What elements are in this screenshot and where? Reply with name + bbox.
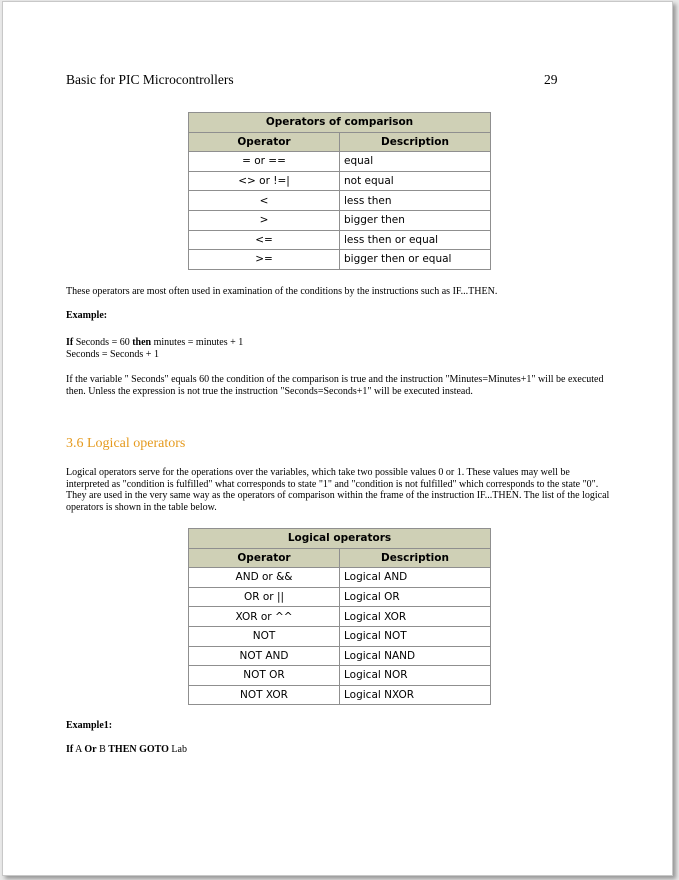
example-code-line-2: Seconds = Seconds + 1 <box>66 348 159 360</box>
description-cell: bigger then <box>340 210 491 230</box>
description-cell: Logical NOT <box>340 626 491 646</box>
operator-cell: NOT XOR <box>189 685 340 705</box>
comparison-operators-table <box>188 112 491 270</box>
description-cell: less then or equal <box>340 230 491 250</box>
page-number: 29 <box>544 72 558 87</box>
page-header-title: Basic for PIC Microcontrollers <box>66 72 234 87</box>
table-header-row <box>189 548 491 568</box>
table-row <box>189 250 491 270</box>
operator-cell: = or == <box>189 152 340 172</box>
example-label: Example: <box>66 310 108 321</box>
operator-cell: NOT <box>189 626 340 646</box>
code-operand-b: B <box>96 744 109 755</box>
table-row <box>189 191 491 211</box>
table-row <box>189 607 491 627</box>
table-row <box>189 685 491 705</box>
table-row <box>189 568 491 588</box>
table-row <box>189 210 491 230</box>
operator-cell: > <box>189 210 340 230</box>
keyword-or: Or <box>84 744 97 755</box>
table-row <box>189 171 491 191</box>
example1-code <box>66 744 187 756</box>
description-cell: Logical NAND <box>340 646 491 666</box>
example-code-line-1 <box>66 337 243 348</box>
column-header-operator: Operator <box>189 132 340 152</box>
operator-cell: >= <box>189 250 340 270</box>
operator-cell: <= <box>189 230 340 250</box>
table-row <box>189 230 491 250</box>
table-title: Operators of comparison <box>189 113 491 133</box>
keyword-if: If <box>66 744 74 755</box>
operator-cell: NOT OR <box>189 666 340 686</box>
operator-cell: NOT AND <box>189 646 340 666</box>
description-cell: not equal <box>340 171 491 191</box>
example-explanation-paragraph: If the variable " Seconds" equals 60 the condition of the comparison is true and the instruction "Minutes=Minutes+1" will be executed then. Unless the expression is not true the instruction "Seconds=Seconds+1" will be executed instead. <box>66 374 604 397</box>
table-title: Logical operators <box>189 529 491 549</box>
keyword-then-goto: THEN GOTO <box>108 744 169 755</box>
logical-operators-table <box>188 528 491 705</box>
document-page <box>2 1 673 876</box>
column-header-description: Description <box>340 548 491 568</box>
description-cell: equal <box>340 152 491 172</box>
table-row <box>189 587 491 607</box>
code-operand-a: A <box>73 744 85 755</box>
column-header-operator: Operator <box>189 548 340 568</box>
code-condition: Seconds = 60 <box>73 337 133 348</box>
table-row <box>189 152 491 172</box>
section-heading: 3.6 Logical operators <box>66 436 186 451</box>
code-label: Lab <box>168 744 187 755</box>
column-header-description: Description <box>340 132 491 152</box>
example1-label: Example1: <box>66 720 113 731</box>
operator-cell: XOR or ^^ <box>189 607 340 627</box>
logical-intro-paragraph: Logical operators serve for the operations over the variables, which take two possible values 0 or 1. These values may well be interpreted as "condition is fulfilled" what corresponds to state "1" and "condition is not fulfilled" which corresponds to the state "0". They are used in the very same way as the operators of comparison within the frame of the instruction IF...THEN. The list of the logical operators is shown in the table below. <box>66 467 610 513</box>
description-cell: Logical OR <box>340 587 491 607</box>
operator-cell: <> or !=| <box>189 171 340 191</box>
operator-cell: < <box>189 191 340 211</box>
operator-cell: OR or || <box>189 587 340 607</box>
comparison-usage-paragraph: These operators are most often used in examination of the conditions by the instructions such as IF...THEN. <box>66 286 498 297</box>
table-title-row <box>189 113 491 133</box>
description-cell: Logical NXOR <box>340 685 491 705</box>
description-cell: less then <box>340 191 491 211</box>
table-row <box>189 666 491 686</box>
description-cell: bigger then or equal <box>340 250 491 270</box>
code-action: minutes = minutes + 1 <box>151 337 244 348</box>
keyword-then: then <box>132 337 152 348</box>
table-row <box>189 626 491 646</box>
example-code <box>66 337 243 360</box>
operator-cell: AND or && <box>189 568 340 588</box>
description-cell: Logical XOR <box>340 607 491 627</box>
table-header-row <box>189 132 491 152</box>
description-cell: Logical AND <box>340 568 491 588</box>
description-cell: Logical NOR <box>340 666 491 686</box>
table-row <box>189 646 491 666</box>
keyword-if: If <box>66 337 74 348</box>
table-title-row <box>189 529 491 549</box>
